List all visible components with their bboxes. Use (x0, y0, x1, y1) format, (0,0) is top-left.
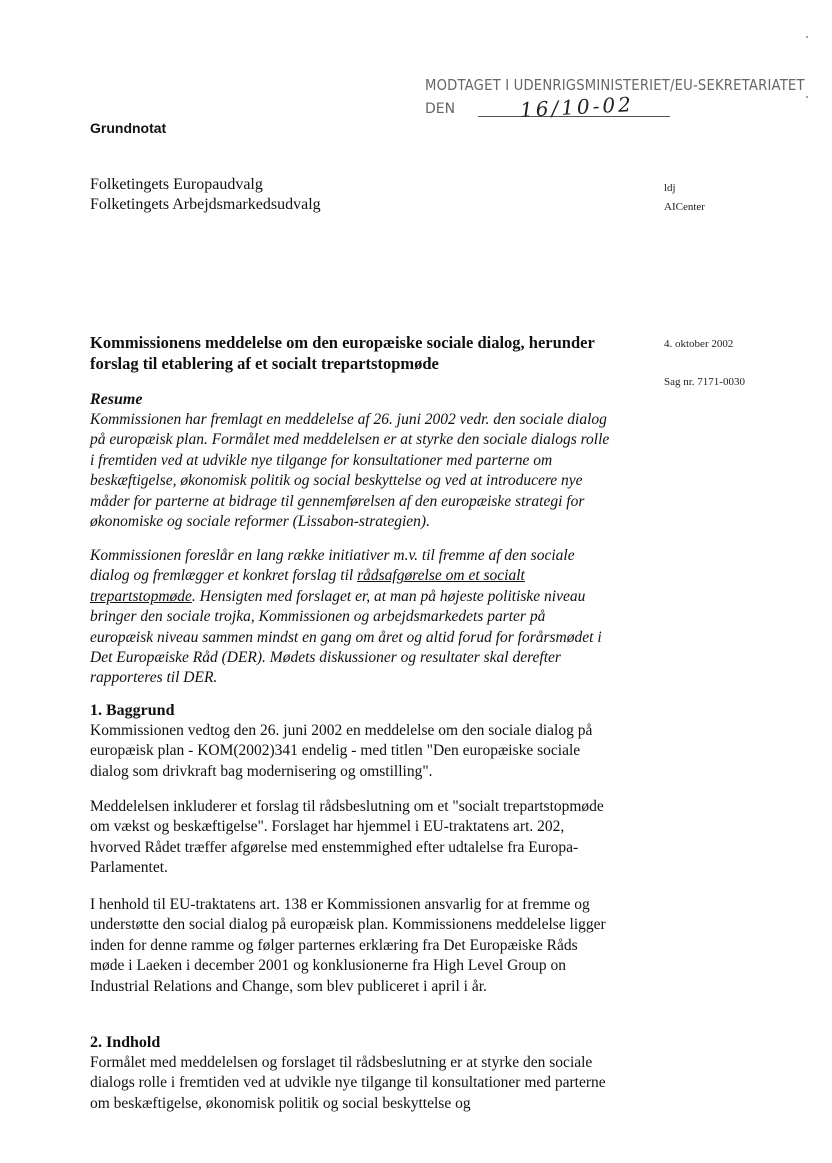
section-1-paragraph-3: I henhold til EU-traktatens art. 138 er Kommissionen ansvarlig for at fremme og understøtte den social dialog på europæisk plan. Kommissionens meddelelse ligger inden for denne ramme og følger parternes erklæring fra Det Europæiske Råds møde i Laeken i december 2001 og konklusionerne fra High Level Group on Industrial Relations and Change, som blev publiceret i april i år. (90, 896, 606, 995)
resume-paragraph-2 (90, 546, 610, 689)
recipient-1: Folketingets Europaudvalg (90, 176, 263, 193)
section-1-paragraph-1: Kommissionen vedtog den 26. juni 2002 en meddelelse om den sociale dialog på europæisk plan - KOM(2002)341 endelig - med titlen "Den europæiske sociale dialog som drivkraft bag modernisering og omstilling". (90, 722, 593, 780)
resume-heading: Resume (90, 391, 143, 408)
scan-speck (806, 96, 808, 98)
section-2-paragraph-1: Formålet med meddelelsen og forslaget til rådsbeslutning er at styrke den sociale dialogs rolle i fremtiden ved at udvikle nye tilgange til konsultationer med parterne om beskæftigelse, økonomisk politik og social beskyttelse og (90, 1054, 606, 1112)
resume-p2-underlined: rådsafgørelse om et socialt trepartstopmøde (90, 567, 525, 605)
section-1-paragraph-2: Meddelelsen inkluderer et forslag til rådsbeslutning om et "socialt trepartstopmøde om vækst og beskæftigelse". Forslaget har hjemmel i EU-traktatens art. 202, hvorved Rådet træffer afgørelse med enstemmighed efter udtalelse fra Europa-Parlamentet. (90, 798, 604, 877)
case-number: Sag nr. 7171-0030 (664, 376, 745, 388)
document-type: Grundnotat (90, 120, 167, 136)
sender-initials: ldj (664, 182, 676, 194)
received-stamp: MODTAGET I UDENRIGSMINISTERIET/EU-SEKRETARIATET (425, 76, 805, 94)
recipient-2: Folketingets Arbejdsmarkedsudvalg (90, 196, 321, 213)
resume-p2-text: Kommissionen foreslår en lang række initiativer m.v. til fremme af den sociale dialog og fremlægger et konkret forslag til (90, 547, 575, 585)
resume-paragraph-1: Kommissionen har fremlagt en meddelelse af 26. juni 2002 vedr. den sociale dialog på europæisk plan. Formålet med meddelelsen er at styrke den sociale dialogs rolle i fremtiden ved at udvikle nye tilgange for konsultationer med parterne om beskæftigelse, økonomisk politik og social beskyttelse og ved at introducere nye måder for parterne at bidrage til gennemførelsen af den europæiske strategi for økonomiske og sociale reformer (Lissabon-strategien). (90, 411, 610, 531)
resume-p2-text-end: . Hensigten med forslaget er, at man på højeste politiske niveau bringer den sociale trojka, Kommissionen og arbejdsmarkedets parter på europæisk niveau sammen mindst en gang om året og altid forud for forårsmødet i Det Europæiske Råd (DER). Mødets diskussioner og resultater skal derefter rapporteres til DER. (90, 587, 602, 687)
document-date: 4. oktober 2002 (664, 338, 734, 350)
stamp-den-label: DEN (425, 101, 456, 117)
section-2-heading: 2. Indhold (90, 1034, 161, 1051)
document-title: Kommissionens meddelelse om den europæiske sociale dialog, herunder forslag til etablering af et socialt trepartstopmøde (90, 333, 595, 373)
stamp-handwritten-date: 16/10-02 (519, 92, 635, 122)
scan-speck (806, 36, 808, 38)
section-1-heading: 1. Baggrund (90, 702, 175, 719)
sender-unit: AICenter (664, 201, 705, 213)
